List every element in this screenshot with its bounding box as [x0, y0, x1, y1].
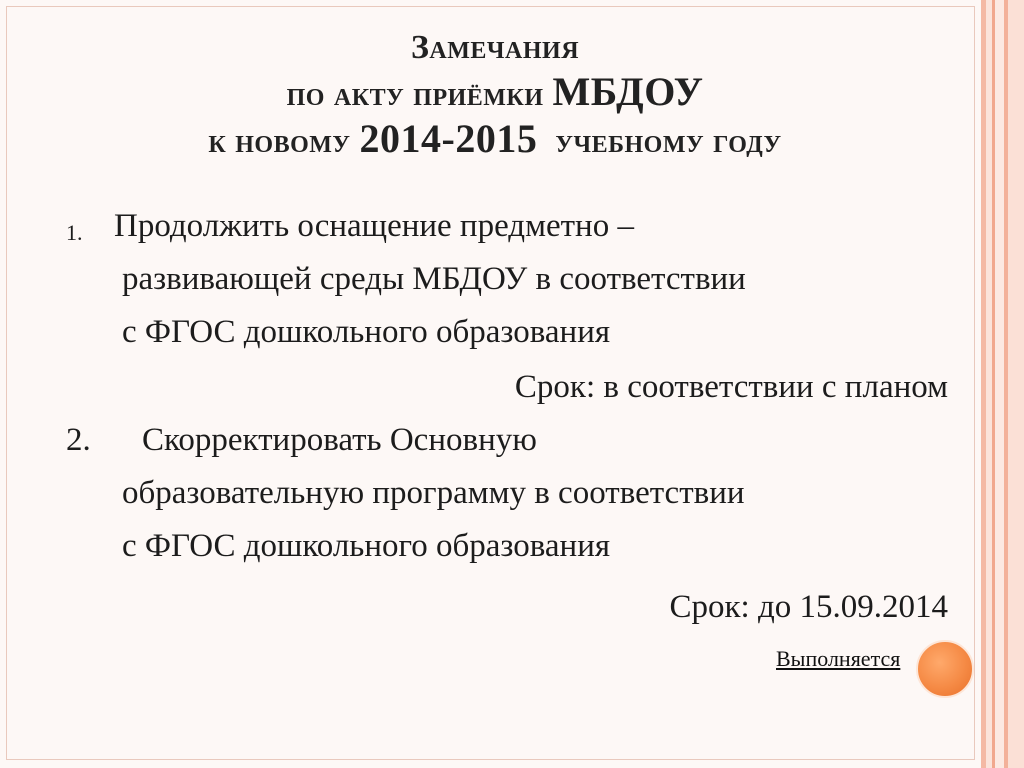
- remark-1-line-2: развивающей среды МБДОУ в соответствии: [122, 261, 746, 297]
- remark-2-deadline: Срок: до 15.09.2014: [669, 589, 948, 625]
- title-line-3-suffix: учебному году: [555, 123, 782, 160]
- title-line-2: [60, 70, 930, 117]
- title-line-1: Замечания: [410, 29, 580, 66]
- decorative-stripe: [1008, 0, 1024, 768]
- title-institution: МБДОУ: [552, 69, 704, 114]
- title-line-2-text: по акту приёмки: [286, 76, 553, 113]
- title-years: 2014-2015: [359, 116, 538, 161]
- remark-2-line-1: Скорректировать Основную: [142, 422, 537, 458]
- title-line-3: [60, 117, 930, 164]
- decorative-stripe: [995, 0, 1004, 768]
- remark-number-2: 2.: [66, 422, 91, 458]
- remark-1-deadline: Срок: в соответствии с планом: [514, 369, 948, 405]
- remark-item-2: [66, 414, 956, 573]
- remark-1-line-1: Продолжить оснащение предметно –: [114, 208, 634, 244]
- status-link[interactable]: Выполняется: [776, 646, 901, 671]
- remarks-list: [66, 200, 956, 634]
- slide-title: [60, 22, 930, 164]
- status-indicator-dot: [916, 640, 974, 698]
- remark-2-line-2: образовательную программу в соответствии: [122, 475, 745, 511]
- remark-2-line-3: с ФГОС дошкольного образования: [122, 528, 611, 564]
- remark-number-1: 1.: [66, 220, 83, 245]
- title-line-3-text: к новому: [208, 123, 360, 160]
- remark-item-1: [66, 200, 956, 359]
- remark-1-line-3: с ФГОС дошкольного образования: [122, 314, 611, 350]
